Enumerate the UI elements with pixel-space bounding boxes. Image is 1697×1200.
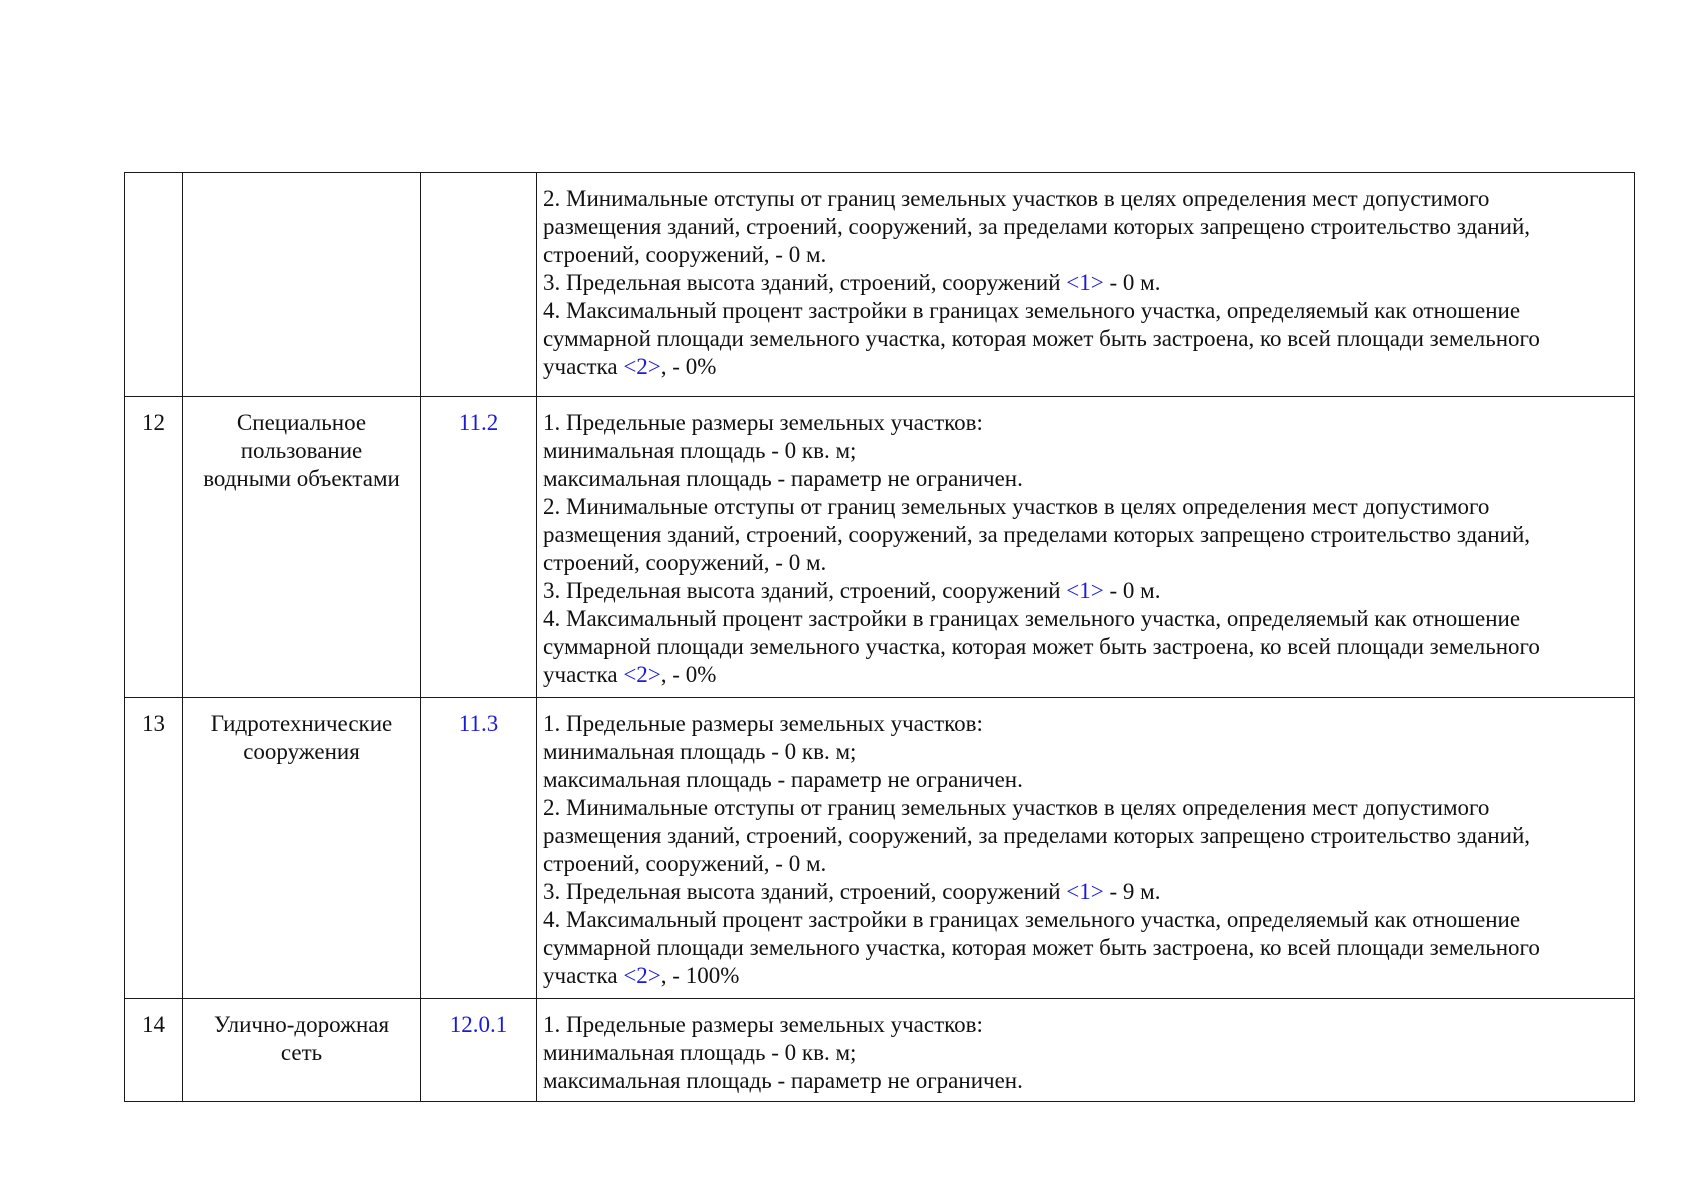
parameter-text: 4. Максимальный процент застройки в границах земельного участка, определяемый как отношение [543,606,1521,631]
use-type-name-cell [183,698,421,999]
footnote-link[interactable]: <2> [623,354,661,379]
parameter-text: участка [543,354,624,379]
classifier-code-cell [421,698,537,999]
parameter-text: 3. Предельная высота зданий, строений, сооружений [543,578,1067,603]
parameter-line [543,906,1628,934]
parameter-line [543,549,1628,577]
use-type-name-line: сооружения [243,739,360,764]
parameter-text: размещения зданий, строений, сооружений, за пределами которых запрещено строительство зданий, [543,522,1531,547]
use-type-name-line: сеть [280,1040,323,1065]
parameter-text: суммарной площади земельного участка, которая может быть застроена, ко всей площади земельного [543,326,1540,351]
footnote-link[interactable]: <1> [1066,270,1104,295]
row-number-cell [125,397,183,698]
table-row [125,173,1635,397]
table-body [125,173,1635,1102]
parameters-cell [537,397,1635,698]
parameter-text: минимальная площадь - 0 кв. м; [543,739,857,764]
parameter-line [543,850,1628,878]
parameter-line [543,822,1628,850]
use-type-name-line: Гидротехнические [210,711,393,736]
parameter-text: - 9 м. [1103,879,1161,904]
parameter-line [543,605,1628,633]
parameter-text: максимальная площадь - параметр не ограничен. [543,767,1023,792]
parameter-text: 3. Предельная высота зданий, строений, сооружений [543,879,1067,904]
parameter-line [543,878,1628,906]
parameter-line [543,1067,1628,1095]
parameter-line [543,661,1628,689]
parameter-line [543,934,1628,962]
parameter-line [543,241,1628,269]
parameter-line [543,465,1628,493]
use-type-name-line: Улично-дорожная [213,1012,390,1037]
use-type-name-cell [183,397,421,698]
parameter-text: минимальная площадь - 0 кв. м; [543,438,857,463]
classifier-code-cell [421,173,537,397]
parameter-text: 1. Предельные размеры земельных участков: [543,410,983,435]
parameter-line [543,437,1628,465]
parameter-line [543,353,1628,381]
parameter-text: 4. Максимальный процент застройки в границах земельного участка, определяемый как отношение [543,298,1521,323]
parameter-text: участка [543,662,624,687]
parameter-line [543,1039,1628,1067]
use-type-name-cell [183,999,421,1102]
footnote-link[interactable]: <1> [1066,578,1104,603]
land-use-regulations-table [124,172,1635,1102]
parameter-line [543,297,1628,325]
use-type-name-line: пользование [240,438,363,463]
use-type-name-line: Специальное [236,410,367,435]
parameter-text: 1. Предельные размеры земельных участков: [543,711,983,736]
table-row [125,698,1635,999]
parameter-text: 2. Минимальные отступы от границ земельных участков в целях определения мест допустимого [543,186,1490,211]
parameter-line [543,738,1628,766]
parameter-line [543,521,1628,549]
parameters-cell [537,173,1635,397]
table-row [125,397,1635,698]
parameter-text: участка [543,963,624,988]
parameter-text: строений, сооружений, - 0 м. [543,242,827,267]
parameter-line [543,710,1628,738]
parameter-text: 1. Предельные размеры земельных участков: [543,1012,983,1037]
parameter-text: , - 100% [660,963,740,988]
parameter-text: 2. Минимальные отступы от границ земельных участков в целях определения мест допустимого [543,795,1490,820]
classifier-code-cell [421,397,537,698]
row-number-cell [125,698,183,999]
parameter-text: - 0 м. [1103,270,1161,295]
row-number: 14 [142,1012,165,1037]
classifier-code-cell [421,999,537,1102]
classifier-code-link[interactable]: 11.2 [458,410,499,435]
parameter-line [543,577,1628,605]
use-type-name-line: водными объектами [203,466,400,491]
parameter-text: 4. Максимальный процент застройки в границах земельного участка, определяемый как отношение [543,907,1521,932]
parameter-text: , - 0% [660,662,717,687]
row-number: 12 [142,410,165,435]
parameter-line [543,213,1628,241]
classifier-code-link[interactable]: 11.3 [458,711,499,736]
use-type-name-cell [183,173,421,397]
parameter-text: максимальная площадь - параметр не ограничен. [543,466,1023,491]
table-row [125,999,1635,1102]
parameter-line [543,962,1628,990]
parameter-line [543,493,1628,521]
parameter-line [543,269,1628,297]
footnote-link[interactable]: <1> [1066,879,1104,904]
parameter-text: суммарной площади земельного участка, которая может быть застроена, ко всей площади земельного [543,935,1540,960]
parameter-line [543,325,1628,353]
classifier-code-link[interactable]: 12.0.1 [449,1012,508,1037]
parameter-line [543,794,1628,822]
parameter-line [543,766,1628,794]
parameter-line [543,633,1628,661]
row-number-cell [125,173,183,397]
footnote-link[interactable]: <2> [623,963,661,988]
footnote-link[interactable]: <2> [623,662,661,687]
parameter-text: максимальная площадь - параметр не ограничен. [543,1068,1023,1093]
parameter-text: строений, сооружений, - 0 м. [543,550,827,575]
row-number: 13 [142,711,165,736]
parameter-line [543,185,1628,213]
parameter-text: размещения зданий, строений, сооружений, за пределами которых запрещено строительство зданий, [543,823,1531,848]
parameter-text: - 0 м. [1103,578,1161,603]
row-number-cell [125,999,183,1102]
parameter-text: суммарной площади земельного участка, которая может быть застроена, ко всей площади земельного [543,634,1540,659]
parameter-text: размещения зданий, строений, сооружений, за пределами которых запрещено строительство зданий, [543,214,1531,239]
parameter-line [543,409,1628,437]
parameters-cell [537,999,1635,1102]
parameter-line [543,1011,1628,1039]
parameter-text: строений, сооружений, - 0 м. [543,851,827,876]
parameter-text: , - 0% [660,354,717,379]
parameters-cell [537,698,1635,999]
parameter-text: 2. Минимальные отступы от границ земельных участков в целях определения мест допустимого [543,494,1490,519]
parameter-text: 3. Предельная высота зданий, строений, сооружений [543,270,1067,295]
parameter-text: минимальная площадь - 0 кв. м; [543,1040,857,1065]
